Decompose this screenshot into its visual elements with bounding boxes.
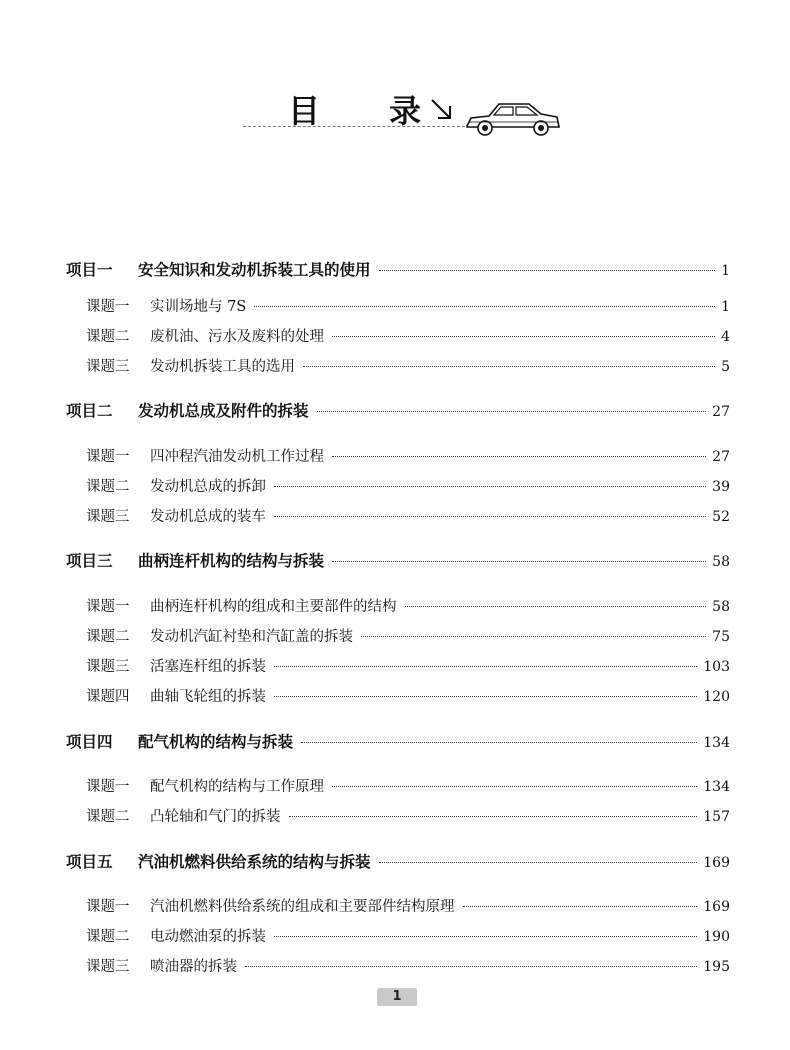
toc-entry-page: 39 bbox=[712, 479, 730, 495]
toc-entry-title: 配气机构的结构与工作原理 bbox=[150, 779, 324, 795]
toc-entry-title: 废机油、污水及废料的处理 bbox=[150, 329, 324, 345]
toc-entry-lesson[interactable] bbox=[86, 325, 730, 346]
toc-entry-title: 发动机总成的拆卸 bbox=[150, 479, 266, 495]
toc-entry-title: 电动燃油泵的拆装 bbox=[150, 929, 266, 945]
toc-entry-page: 1 bbox=[721, 299, 730, 315]
toc-entry-title: 曲柄连杆机构的组成和主要部件的结构 bbox=[150, 599, 397, 615]
toc-entry-label: 课题一 bbox=[86, 449, 130, 465]
toc-entry-page: 27 bbox=[712, 404, 730, 420]
toc-entry-lesson[interactable] bbox=[86, 475, 730, 496]
toc-entry-page: 190 bbox=[703, 929, 730, 945]
toc-entry-lesson[interactable] bbox=[86, 295, 730, 316]
dot-leader bbox=[274, 516, 706, 517]
dot-leader bbox=[332, 561, 706, 562]
toc-entry-label: 课题一 bbox=[86, 899, 130, 915]
toc-entry-page: 134 bbox=[703, 779, 730, 795]
toc-entry-page: 4 bbox=[721, 329, 730, 345]
page-title-char-1: 目 bbox=[288, 92, 321, 130]
toc-entry-page: 169 bbox=[703, 899, 730, 915]
toc-entry-page: 27 bbox=[712, 449, 730, 465]
dot-leader bbox=[463, 906, 698, 907]
toc-entry-page: 1 bbox=[721, 263, 730, 279]
toc-entry-title: 汽油机燃料供给系统的结构与拆装 bbox=[138, 852, 371, 871]
toc-entry-title: 喷油器的拆装 bbox=[150, 959, 237, 975]
toc-entry-label: 项目五 bbox=[66, 852, 113, 871]
dot-leader bbox=[361, 636, 706, 637]
toc-entry-lesson[interactable] bbox=[86, 595, 730, 616]
toc-entry-title: 曲柄连杆机构的结构与拆装 bbox=[138, 551, 325, 570]
toc-entry-label: 项目二 bbox=[66, 401, 113, 420]
toc-entry-label: 项目一 bbox=[66, 260, 113, 279]
dot-leader bbox=[332, 456, 706, 457]
dot-leader bbox=[274, 666, 697, 667]
toc-entry-lesson[interactable] bbox=[86, 895, 730, 916]
dot-leader bbox=[379, 270, 716, 271]
toc-entry-label: 课题二 bbox=[86, 629, 130, 645]
dot-leader bbox=[379, 862, 698, 863]
toc-entry-page: 5 bbox=[721, 359, 730, 375]
dot-leader bbox=[274, 486, 706, 487]
toc-entry-title: 四冲程汽油发动机工作过程 bbox=[150, 449, 324, 465]
toc-entry-lesson[interactable] bbox=[86, 685, 730, 706]
toc-entry-label: 课题三 bbox=[86, 509, 130, 525]
toc-entry-project-3[interactable] bbox=[66, 549, 730, 571]
toc-entry-title: 配气机构的结构与拆装 bbox=[138, 732, 294, 751]
toc-entry-lesson[interactable] bbox=[86, 625, 730, 646]
dot-leader bbox=[317, 411, 707, 412]
toc-entry-title: 曲轴飞轮组的拆装 bbox=[150, 689, 266, 705]
toc-entry-title: 发动机总成及附件的拆装 bbox=[138, 401, 309, 420]
page-title-char-2: 录 bbox=[389, 92, 422, 130]
toc-entry-label: 课题三 bbox=[86, 359, 130, 375]
dot-leader bbox=[301, 742, 697, 743]
toc-entry-label: 课题三 bbox=[86, 659, 130, 675]
toc-entry-page: 120 bbox=[703, 689, 730, 705]
toc-entry-lesson[interactable] bbox=[86, 805, 730, 826]
toc-entry-page: 134 bbox=[703, 735, 730, 751]
toc-entry-page: 75 bbox=[712, 629, 730, 645]
toc-entry-project-1[interactable] bbox=[66, 258, 730, 280]
toc-entry-page: 52 bbox=[712, 509, 730, 525]
toc-entry-lesson[interactable] bbox=[86, 775, 730, 796]
toc-entry-page: 169 bbox=[703, 855, 730, 871]
dot-leader bbox=[289, 816, 698, 817]
toc-entry-lesson[interactable] bbox=[86, 955, 730, 976]
dot-leader bbox=[274, 696, 697, 697]
toc-entry-title: 发动机汽缸衬垫和汽缸盖的拆装 bbox=[150, 629, 353, 645]
toc-entry-label: 项目四 bbox=[66, 732, 113, 751]
toc-entry-title: 发动机拆装工具的选用 bbox=[150, 359, 295, 375]
toc-entry-project-5[interactable] bbox=[66, 850, 730, 872]
toc-entry-project-2[interactable] bbox=[66, 399, 730, 421]
toc-entry-label: 课题一 bbox=[86, 599, 130, 615]
toc-entry-label: 课题一 bbox=[86, 779, 130, 795]
toc-entry-label: 课题二 bbox=[86, 329, 130, 345]
dot-leader bbox=[254, 306, 715, 307]
toc-entry-label: 课题一 bbox=[86, 299, 130, 315]
toc-entry-lesson[interactable] bbox=[86, 355, 730, 376]
dot-leader bbox=[405, 606, 707, 607]
toc-entry-page: 103 bbox=[703, 659, 730, 675]
toc-entry-title: 活塞连杆组的拆装 bbox=[150, 659, 266, 675]
toc-entry-project-4[interactable] bbox=[66, 730, 730, 752]
toc-entry-title: 发动机总成的装车 bbox=[150, 509, 266, 525]
toc-entry-page: 195 bbox=[703, 959, 730, 975]
toc-entry-label: 课题三 bbox=[86, 959, 130, 975]
dot-leader bbox=[332, 336, 715, 337]
dot-leader bbox=[303, 366, 715, 367]
toc-entry-title: 汽油机燃料供给系统的组成和主要部件结构原理 bbox=[150, 899, 455, 915]
toc-entry-title: 凸轮轴和气门的拆装 bbox=[150, 809, 281, 825]
toc-entry-lesson[interactable] bbox=[86, 445, 730, 466]
dot-leader bbox=[245, 966, 697, 967]
toc-entry-label: 项目三 bbox=[66, 551, 113, 570]
toc-entry-lesson[interactable] bbox=[86, 925, 730, 946]
toc-entry-lesson[interactable] bbox=[86, 655, 730, 676]
toc-entry-page: 58 bbox=[712, 554, 730, 570]
toc-entry-label: 课题二 bbox=[86, 479, 130, 495]
toc-entry-title: 安全知识和发动机拆装工具的使用 bbox=[138, 260, 371, 279]
dot-leader bbox=[332, 786, 697, 787]
page-number-badge: 1 bbox=[377, 988, 417, 1006]
toc-entry-page: 157 bbox=[703, 809, 730, 825]
toc-entry-lesson[interactable] bbox=[86, 505, 730, 526]
toc-entry-label: 课题二 bbox=[86, 929, 130, 945]
dot-leader bbox=[274, 936, 697, 937]
toc-entry-label: 课题二 bbox=[86, 809, 130, 825]
toc-entry-page: 58 bbox=[712, 599, 730, 615]
toc-entry-label: 课题四 bbox=[86, 689, 130, 705]
toc-entry-title: 实训场地与 7S bbox=[150, 299, 247, 315]
